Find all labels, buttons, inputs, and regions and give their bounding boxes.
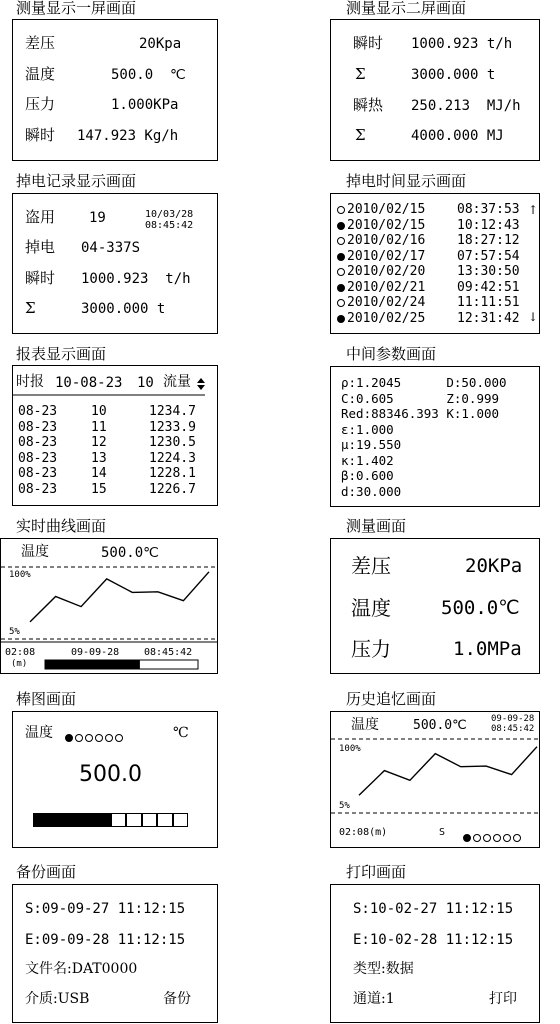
backup-media[interactable]: 介质:USB — [25, 991, 90, 1007]
table-cell: 08-23 — [18, 404, 58, 419]
power-fail-row[interactable] — [337, 218, 525, 233]
panel-title-report: 报表显示画面 — [16, 345, 107, 363]
table-cell: 1224.3 — [149, 450, 196, 466]
table-cell: 1226.7 — [149, 481, 196, 497]
table-cell: 1234.7 — [149, 404, 196, 419]
record-date: 10/03/28 — [145, 209, 194, 220]
power-fail-time: 11:11:51 — [457, 295, 520, 310]
value-diff-pressure: 20Kpa — [139, 36, 182, 52]
value-pressure: 1.000KPa — [111, 97, 179, 113]
param-line: κ:1.402 — [341, 452, 394, 468]
table-cell: 08-23 — [18, 466, 58, 481]
print-start-time[interactable]: S:10-02-27 11:12:15 — [353, 901, 514, 917]
history-value: 500.0℃ — [413, 718, 467, 733]
label-instant-flow: 瞬时 — [353, 34, 384, 52]
table-row — [13, 483, 213, 498]
history-screen — [330, 711, 540, 848]
power-fail-date: 2010/02/17 — [347, 248, 426, 264]
table-cell: 08-23 — [18, 435, 58, 450]
label-pressure: 压力 — [351, 637, 391, 661]
time-span: 02:08(m) — [339, 827, 388, 838]
power-fail-time: 10:12:43 — [457, 217, 520, 233]
panel-title-measure-2: 测量显示二屏画面 — [346, 0, 467, 17]
filled-circle-icon — [65, 734, 73, 742]
table-row — [13, 436, 213, 451]
report-item[interactable]: 流量 — [163, 374, 191, 390]
label-diff-pressure: 差压 — [25, 34, 56, 52]
table-cell: 1230.5 — [149, 435, 196, 450]
record-time: 08:45:42 — [145, 220, 194, 231]
panel-title-backup: 备份画面 — [16, 863, 77, 881]
panel-title-measure: 测量画面 — [346, 517, 407, 535]
hollow-circle-icon — [513, 834, 521, 842]
label-diff-pressure: 差压 — [351, 554, 391, 578]
filled-circle-icon — [463, 834, 471, 842]
bar-segment-filled — [80, 813, 96, 827]
label-pressure: 压力 — [25, 95, 56, 113]
filled-circle-icon — [337, 222, 345, 230]
bar-segment-empty — [111, 813, 127, 827]
param-line: d:30.000 — [341, 483, 402, 499]
axis-max-label: 100% — [339, 744, 361, 754]
power-fail-record-screen — [12, 193, 218, 334]
panel-title-bar-graph: 棒图画面 — [16, 690, 77, 708]
hollow-circle-icon — [337, 268, 345, 276]
progress-fill — [45, 660, 140, 669]
channel-indicator[interactable] — [65, 729, 125, 745]
bar-segment-filled — [33, 813, 49, 827]
value-instant-heat: 250.213 MJ/h — [411, 98, 521, 114]
table-cell: 1228.1 — [149, 466, 196, 481]
power-fail-date: 2010/02/16 — [347, 233, 426, 248]
label-theft: 盗用 — [25, 208, 56, 226]
panel-title-print: 打印画面 — [346, 863, 407, 881]
panel-title-realtime-curve: 实时曲线画面 — [16, 517, 107, 535]
value-power-fail: 04-337S — [81, 240, 141, 256]
axis-min-label: 5% — [9, 627, 20, 637]
power-fail-date: 2010/02/15 — [347, 217, 426, 233]
param-line: μ:19.550 — [341, 437, 402, 452]
power-fail-row[interactable] — [337, 202, 525, 217]
label-temperature: 温度 — [25, 65, 56, 83]
power-fail-row[interactable] — [337, 264, 525, 279]
hollow-circle-icon — [503, 834, 511, 842]
measure-screen — [330, 538, 540, 674]
report-hour: 10 — [137, 375, 154, 391]
value-instant-flow: 1000.923 t/h — [81, 271, 191, 287]
curve-label: 温度 — [21, 544, 49, 560]
table-cell: 1233.9 — [149, 419, 196, 435]
bar-unit: ℃ — [173, 725, 189, 741]
table-row — [13, 405, 213, 420]
table-cell: 15 — [91, 481, 107, 497]
power-fail-row[interactable] — [337, 233, 525, 248]
panel-title-intermediate-params: 中间参数画面 — [346, 345, 437, 363]
panel-title-power-fail-time: 掉电时间显示画面 — [346, 172, 467, 190]
filled-circle-icon — [337, 253, 345, 261]
value-diff-pressure: 20KPa — [465, 555, 523, 577]
bar-segment-filled — [95, 813, 111, 827]
report-type: 时报 — [16, 374, 44, 390]
value-instant-flow: 147.923 Kg/h — [77, 128, 179, 144]
curve-line — [359, 747, 537, 796]
measure-screen-2 — [330, 19, 540, 161]
label-total-flow: Σ — [25, 299, 36, 317]
hollow-circle-icon — [483, 834, 491, 842]
label-instant-flow: 瞬时 — [25, 269, 56, 287]
table-cell: 13 — [91, 450, 107, 466]
table-cell: 11 — [91, 419, 107, 435]
param-line: ρ:1.2045 D:50.000 — [341, 375, 507, 390]
value-temperature: 500.0℃ — [441, 597, 520, 619]
sort-down-icon — [197, 385, 205, 390]
backup-start-time[interactable]: S:09-09-27 11:12:15 — [25, 901, 186, 917]
power-fail-date: 2010/02/25 — [347, 310, 426, 326]
hollow-circle-icon — [105, 734, 113, 742]
table-cell: 08-23 — [18, 419, 58, 435]
label-instant-flow: 瞬时 — [25, 126, 56, 144]
value-temperature: 500.0 ℃ — [111, 67, 186, 83]
value-instant-flow: 1000.923 t/h — [411, 36, 513, 52]
power-fail-row[interactable] — [337, 311, 525, 326]
backup-screen — [12, 884, 218, 1023]
power-fail-date: 2010/02/24 — [347, 295, 426, 310]
power-fail-row[interactable] — [337, 295, 525, 310]
panel-title-power-fail-record: 掉电记录显示画面 — [16, 172, 137, 190]
hollow-circle-icon — [337, 237, 345, 245]
intermediate-params-screen — [330, 366, 540, 507]
backup-end-time[interactable]: E:09-09-28 11:12:15 — [25, 932, 186, 948]
label-instant-heat: 瞬热 — [353, 96, 384, 114]
table-row — [13, 452, 213, 467]
s-label: S — [439, 827, 446, 838]
table-row — [13, 467, 213, 482]
curve-value: 500.0℃ — [101, 545, 159, 561]
power-fail-time: 13:30:50 — [457, 264, 520, 279]
bar-segment-filled — [64, 813, 80, 827]
hollow-circle-icon — [85, 734, 93, 742]
power-fail-time-screen — [330, 193, 540, 334]
filled-circle-icon — [337, 315, 345, 323]
backup-button[interactable]: 备份 — [163, 991, 191, 1007]
history-date: 09-09-28 — [491, 714, 535, 724]
bar-segment-empty — [157, 813, 173, 827]
print-end-time[interactable]: E:10-02-28 11:12:15 — [353, 932, 514, 948]
hollow-circle-icon — [473, 834, 481, 842]
report-screen — [12, 365, 218, 506]
label-total-heat: Σ — [355, 126, 366, 144]
panel-title-measure-1: 测量显示一屏画面 — [16, 0, 137, 17]
curve-time: 08:45:42 — [144, 647, 193, 658]
label-power-fail: 掉电 — [25, 238, 56, 256]
axis-max-label: 100% — [9, 570, 31, 580]
bar-segment-empty — [126, 813, 142, 827]
value-theft-count: 19 — [89, 210, 106, 226]
measure-screen-1 — [12, 19, 218, 161]
table-cell: 12 — [91, 435, 107, 450]
table-cell: 14 — [91, 466, 107, 481]
hollow-circle-icon — [493, 834, 501, 842]
print-type[interactable]: 类型:数据 — [353, 961, 414, 977]
param-line: Red:88346.393 K:1.000 — [341, 406, 500, 421]
filled-circle-icon — [337, 284, 345, 292]
time-span-unit: (m) — [11, 659, 28, 669]
scroll-down-icon[interactable]: ↓ — [528, 310, 539, 324]
table-cell: 10 — [91, 404, 107, 419]
channel-indicator[interactable] — [463, 829, 523, 845]
time-span: 02:08 — [5, 647, 36, 658]
label-total-flow: Σ — [355, 65, 366, 83]
power-fail-date: 2010/02/21 — [347, 279, 426, 295]
power-fail-time: 09:42:51 — [457, 279, 520, 295]
value-pressure: 1.0MPa — [453, 638, 522, 660]
report-date: 10-08-23 — [55, 375, 123, 391]
power-fail-time: 07:57:54 — [457, 248, 520, 264]
bar-segment-empty — [173, 813, 189, 827]
power-fail-time: 12:31:42 — [457, 310, 520, 326]
power-fail-time: 08:37:53 — [457, 202, 520, 217]
param-line: C:0.605 Z:0.999 — [341, 390, 500, 406]
power-fail-date: 2010/02/15 — [347, 202, 426, 217]
power-fail-row[interactable] — [337, 249, 525, 264]
history-label: 温度 — [351, 717, 379, 733]
hollow-circle-icon — [337, 206, 345, 214]
hollow-circle-icon — [115, 734, 123, 742]
value-total-flow: 3000.000 t — [81, 301, 166, 317]
table-cell: 08-23 — [18, 450, 58, 466]
print-button[interactable]: 打印 — [489, 991, 517, 1007]
param-line: β:0.600 — [341, 468, 394, 483]
table-cell: 08-23 — [18, 481, 58, 497]
hollow-circle-icon — [75, 734, 83, 742]
value-total-flow: 3000.000 t — [411, 67, 496, 83]
power-fail-row[interactable] — [337, 280, 525, 295]
label-temperature: 温度 — [351, 596, 391, 620]
print-screen — [330, 884, 540, 1023]
scroll-up-icon[interactable]: ↑ — [528, 203, 539, 217]
realtime-curve-screen — [0, 538, 218, 674]
sort-up-icon — [197, 378, 205, 383]
table-row — [13, 421, 213, 436]
power-fail-time: 18:27:12 — [457, 233, 520, 248]
bar-segment-filled — [49, 813, 65, 827]
hollow-circle-icon — [95, 734, 103, 742]
value-total-heat: 4000.000 MJ — [411, 128, 504, 144]
curve-date: 09-09-28 — [71, 647, 120, 658]
bar-value: 500.0 — [79, 762, 142, 787]
hollow-circle-icon — [337, 299, 345, 307]
history-time: 08:45:42 — [491, 724, 535, 734]
curve-line — [30, 572, 209, 622]
bar-label: 温度 — [25, 725, 53, 741]
panel-title-history: 历史追忆画面 — [346, 690, 437, 708]
power-fail-date: 2010/02/20 — [347, 264, 426, 279]
bar-graph — [33, 813, 188, 827]
bar-segment-empty — [142, 813, 158, 827]
print-channel[interactable]: 通道:1 — [353, 991, 395, 1007]
bar-graph-screen — [12, 711, 218, 848]
backup-file-name[interactable]: 文件名:DAT0000 — [25, 961, 138, 977]
param-line: ε:1.000 — [341, 421, 394, 437]
axis-min-label: 5% — [339, 801, 350, 811]
